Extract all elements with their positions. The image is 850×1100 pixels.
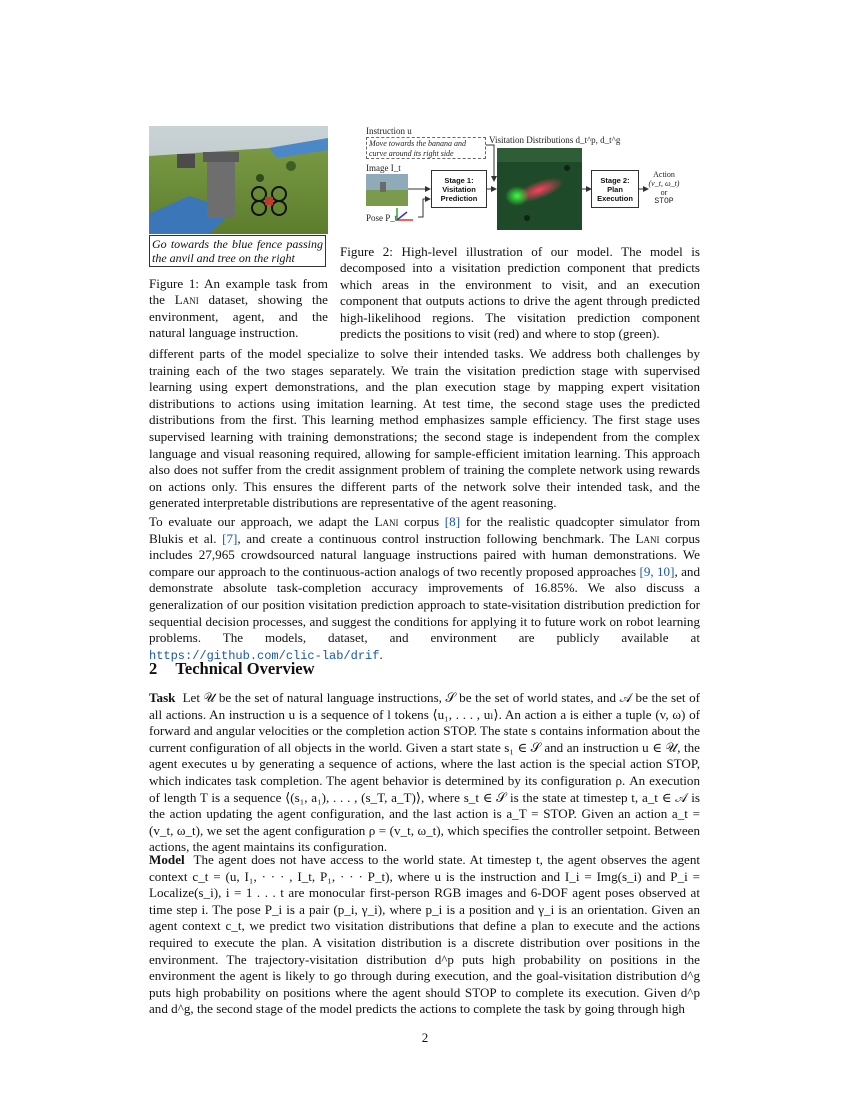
paragraph-1: different parts of the model specialize to solve their intended tasks. We address both challenges by training each of the two stages separately. We train the visitation prediction stage with supervised learning using expert demonstrations, and the plan execution stage by mapping expert visitation distributions to actions using imitation learning. At test time, the second stage uses the predicted distributions from the first. This learning method emphasizes sample efficiency. The first stage uses supervised learning with training demonstrations; the second stage is independent from the complex language and visual reasoning required, allowing for sample-efficient imitation learning. This approach also does not suffer from the credit assignment problem of training the complete network using rewards on actions only. This ensures the different parts of the network solve their intended task, and the generated interpretable distributions are representative of the agent reasoning.: [149, 346, 700, 511]
figure-1-simulator-image: [149, 126, 328, 234]
action-output: Action (v_t, ω_t) or STOP: [648, 170, 680, 206]
figure-1-instruction-box: Go towards the blue fence passing the anvil and tree on the right: [149, 235, 326, 267]
model-heading: Model: [149, 852, 185, 867]
figure-2-caption-label: Figure 2:: [340, 244, 393, 259]
stage-1-box: Stage 1: Visitation Prediction: [431, 170, 487, 208]
section-heading: [149, 659, 315, 679]
task-heading: Task: [149, 690, 176, 705]
page-number: 2: [421, 1030, 429, 1045]
action-label: Action: [653, 170, 675, 179]
figure-1-caption: Figure 1: An example task from the Lani dataset, showing the environment, agent, and the natural language instruction.: [149, 276, 328, 341]
instruction-example-box: Move towards the banana and curve around its right side: [366, 137, 486, 159]
paragraph-2: To evaluate our approach, we adapt the Lani corpus [8] for the realistic quadcopter simulator from Blukis et al. [7], and create a continuous control instruction following benchmark. The Lani corpus includes 27,965 crowdsourced natural language instructions paired with human demonstrations. We compare our approach to the continuous-action analogs of two recently proposed approaches [9, 10], and demonstrate absolute task-completion accuracy improvements of 16.85%. We also discuss a generalization of our position visitation prediction approach to state-visitation distribution prediction for sequential decision processes, and suggest the conditions for applying it to future work on robot learning problems. The models, dataset, and environment are publicly available at https://github.com/clic-lab/drif.: [149, 514, 701, 663]
section-title: Technical Overview: [175, 659, 315, 678]
action-stop: STOP: [654, 197, 674, 206]
stage-2-box: Stage 2: Plan Execution: [591, 170, 639, 208]
figure-2-caption: Figure 2: High-level illustration of our model. The model is decomposed into a visitation prediction component that predicts which areas in the environment to visit, and an execution component that outputs actions to drive the agent through predicted high-likelihood regions. The visitation prediction component predicts the positions to visit (red) and where to stop (green).: [340, 244, 700, 342]
visitation-label: Visitation Distributions d_t^p, d_t^g: [489, 135, 621, 145]
camera-image: [366, 174, 408, 206]
citation-link-7[interactable]: [7]: [222, 530, 238, 546]
task-paragraph: Task Let 𝒰 be the set of natural language instructions, 𝒮 be the set of world states, and 𝒜 be the set of all actions. An instruction u is a sequence of l tokens ⟨u₁, . . . , uₗ⟩. An action a is either a tuple (v, ω) of forward and angular velocities or the completion action STOP. The state s contains information about the current configuration of all objects in the world. Given a start state s₁ ∈ 𝒮 and an instruction u ∈ 𝒰, the agent executes u by generating a sequence of actions, where the last action is the special action STOP, which indicates task completion. The agent behavior is determined by its configuration ρ. An execution of length T is a sequence ⟨(s₁, a₁), . . . , (s_T, a_T)⟩, where s_t ∈ 𝒮 is the state at timestep t, a_t ∈ 𝒜 is the action updating the agent configuration, and the last action is a_T = STOP. Given an action a_t = (v_t, ω_t), we set the agent configuration ρ = (v_t, ω_t), which specifies the controller setpoint. Between actions, the agent maintains its configuration.: [149, 690, 700, 855]
section-number: 2: [149, 659, 158, 678]
visitation-distribution-image: [497, 148, 582, 230]
citation-link-8[interactable]: [8]: [444, 514, 461, 529]
action-tuple: (v_t, ω_t): [648, 179, 680, 188]
image-label: Image I_t: [366, 163, 401, 173]
figure-1-caption-label: Figure 1:: [149, 276, 200, 291]
tower-shape: [207, 156, 235, 218]
citation-link-9-10[interactable]: [9, 10]: [639, 563, 675, 579]
pose-label: Pose P_t: [366, 213, 398, 223]
github-url-link[interactable]: https://github.com/clic-lab/drif: [149, 648, 380, 663]
instruction-label: Instruction u: [366, 126, 412, 136]
model-paragraph: Model The agent does not have access to the world state. At timestep t, the agent observes the agent context c_t = (u, I₁, · · · , I_t, P₁, · · · P_t), where u is the instruction and I_i = Img(s_i) and P_i = Localize(s_i), i = 1 . . . t are monocular first-person RGB images and 6-DOF agent poses observed at time step i. The pose P_i is a pair (p_i, γ_i), where p_i is a position and γ_i is an orientation. Given an agent context c_t, we predict two visitation distributions that define a plan to execute and the actions required to execute the plan. A visitation distribution is a discrete distribution over positions in the environment. The trajectory-visitation distribution d^p puts high probability on positions in the environment the agent is likely to go through during execution, and the goal-visitation distribution d^g puts high probability on positions where the agent should STOP to complete its execution. Given d^p and d^g, the second stage of the model predicts the actions to complete the task by going through high: [149, 852, 700, 1017]
